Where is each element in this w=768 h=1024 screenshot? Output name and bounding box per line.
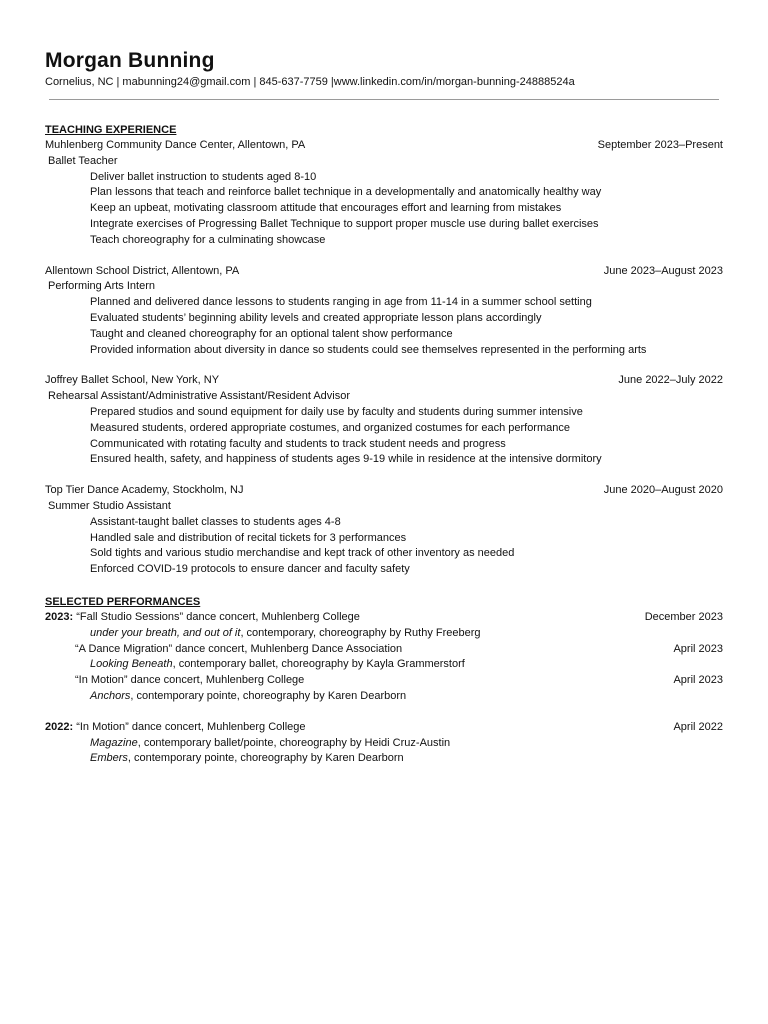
job-bullet: Enforced COVID-19 protocols to ensure dancer and faculty safety xyxy=(90,563,410,576)
performance-work xyxy=(45,657,723,673)
job-role: Performing Arts Intern xyxy=(48,280,155,293)
performance-event-name: “In Motion” dance concert, Muhlenberg College xyxy=(75,674,305,687)
performance-header xyxy=(45,673,723,689)
job-bullet: Provided information about diversity in dance so students could see themselves represented in the performing arts xyxy=(90,343,647,356)
work-details: , contemporary ballet/pointe, choreography by Heidi Cruz-Austin xyxy=(137,736,451,749)
job-organization: Muhlenberg Community Dance Center, Allentown, PA xyxy=(45,139,306,151)
job-bullet: Planned and delivered dance lessons to students ranging in age from 11-14 in a summer school setting xyxy=(90,296,592,309)
job-bullet: Teach choreography for a culminating showcase xyxy=(90,233,326,246)
performance-date: April 2022 xyxy=(673,720,723,733)
job-bullet: Keep an upbeat, motivating classroom attitude that encourages effort and learning from mistakes xyxy=(90,202,562,215)
work-title: under your breath, and out of it xyxy=(90,626,241,639)
job-header xyxy=(45,373,723,389)
job-date: June 2023–August 2023 xyxy=(603,264,723,277)
job-header xyxy=(45,138,723,154)
performance-date: December 2023 xyxy=(644,610,723,623)
work-details: , contemporary, choreography by Ruthy Freeberg xyxy=(240,626,481,639)
job-bullet: Taught and cleaned choreography for an optional talent show performance xyxy=(90,327,453,340)
performance-work xyxy=(45,736,723,752)
candidate-name: Morgan Bunning xyxy=(45,49,215,72)
work-details: , contemporary pointe, choreography by Karen Dearborn xyxy=(127,752,404,765)
job-date: September 2023–Present xyxy=(597,139,723,151)
performance-event-name: “In Motion” dance concert, Muhlenberg College xyxy=(76,720,306,733)
job-entry xyxy=(45,264,723,359)
job-organization: Joffrey Ballet School, New York, NY xyxy=(45,374,220,387)
performance-work xyxy=(45,626,723,642)
job-bullet: Ensured health, safety, and happiness of students ages 9-19 while in residence at the intensive dormitory xyxy=(90,453,602,466)
job-organization: Allentown School District, Allentown, PA xyxy=(45,264,240,277)
job-date: June 2020–August 2020 xyxy=(603,484,723,497)
work-title: Magazine xyxy=(90,736,138,749)
job-organization: Top Tier Dance Academy, Stockholm, NJ xyxy=(45,484,244,497)
job-role: Rehearsal Assistant/Administrative Assistant/Resident Advisor xyxy=(48,390,351,403)
performance-event xyxy=(45,720,306,736)
selected-performances-heading: SELECTED PERFORMANCES xyxy=(45,595,201,608)
job-bullet: Assistant-taught ballet classes to students ages 4-8 xyxy=(90,515,341,528)
job-bullet: Plan lessons that teach and reinforce ballet technique in a developmentally and anatomically healthy way xyxy=(90,186,602,199)
performance-year-2022 xyxy=(45,720,723,767)
job-bullet: Prepared studios and sound equipment for daily use by faculty and students during summer intensive xyxy=(90,405,583,418)
performance-year-2023 xyxy=(45,610,723,705)
resume-page xyxy=(45,48,723,767)
performance-header xyxy=(45,610,723,626)
job-entry xyxy=(45,138,723,249)
work-title: Looking Beneath xyxy=(90,658,173,671)
work-details: , contemporary ballet, choreography by Kayla Grammerstorf xyxy=(172,658,465,671)
contact-line: Cornelius, NC | mabunning24@gmail.com | 845-637-7759 |www.linkedin.com/in/morgan-bunning-24888524a xyxy=(45,76,575,88)
job-header xyxy=(45,483,723,499)
work-details: , contemporary pointe, choreography by Karen Dearborn xyxy=(130,689,407,702)
job-bullet: Measured students, ordered appropriate costumes, and organized costumes for each performance xyxy=(90,421,570,434)
job-bullet: Deliver ballet instruction to students aged 8-10 xyxy=(90,170,317,183)
performance-event-name: “Fall Studio Sessions” dance concert, Muhlenberg College xyxy=(76,610,360,623)
job-header xyxy=(45,264,723,280)
job-bullet: Integrate exercises of Progressing Ballet Technique to support proper muscle use during ballet exercises xyxy=(90,217,599,230)
job-role: Summer Studio Assistant xyxy=(48,499,171,512)
job-bullet: Evaluated students’ beginning ability levels and created appropriate lesson plans accordingly xyxy=(90,311,542,324)
performance-header xyxy=(45,720,723,736)
work-title: Embers xyxy=(90,752,128,765)
performance-header xyxy=(45,642,723,658)
job-bullet: Handled sale and distribution of recital tickets for 3 performances xyxy=(90,531,407,544)
job-bullet: Communicated with rotating faculty and students to track student needs and progress xyxy=(90,437,506,450)
performance-event-name: “A Dance Migration” dance concert, Muhlenberg Dance Association xyxy=(75,642,403,655)
teaching-experience-heading: TEACHING EXPERIENCE xyxy=(45,124,177,136)
performance-date: April 2023 xyxy=(673,642,723,655)
job-entry xyxy=(45,483,723,578)
job-bullet: Sold tights and various studio merchandise and kept track of other inventory as needed xyxy=(90,547,515,560)
work-title: Anchors xyxy=(90,689,131,702)
job-entry xyxy=(45,373,723,468)
performance-work xyxy=(45,689,723,705)
performance-event xyxy=(45,610,360,626)
job-date: June 2022–July 2022 xyxy=(618,374,723,387)
performance-work xyxy=(45,751,723,767)
performance-year: 2022: xyxy=(45,720,74,733)
performance-year: 2023: xyxy=(45,610,74,623)
job-role: Ballet Teacher xyxy=(48,154,118,167)
performance-date: April 2023 xyxy=(673,674,723,687)
